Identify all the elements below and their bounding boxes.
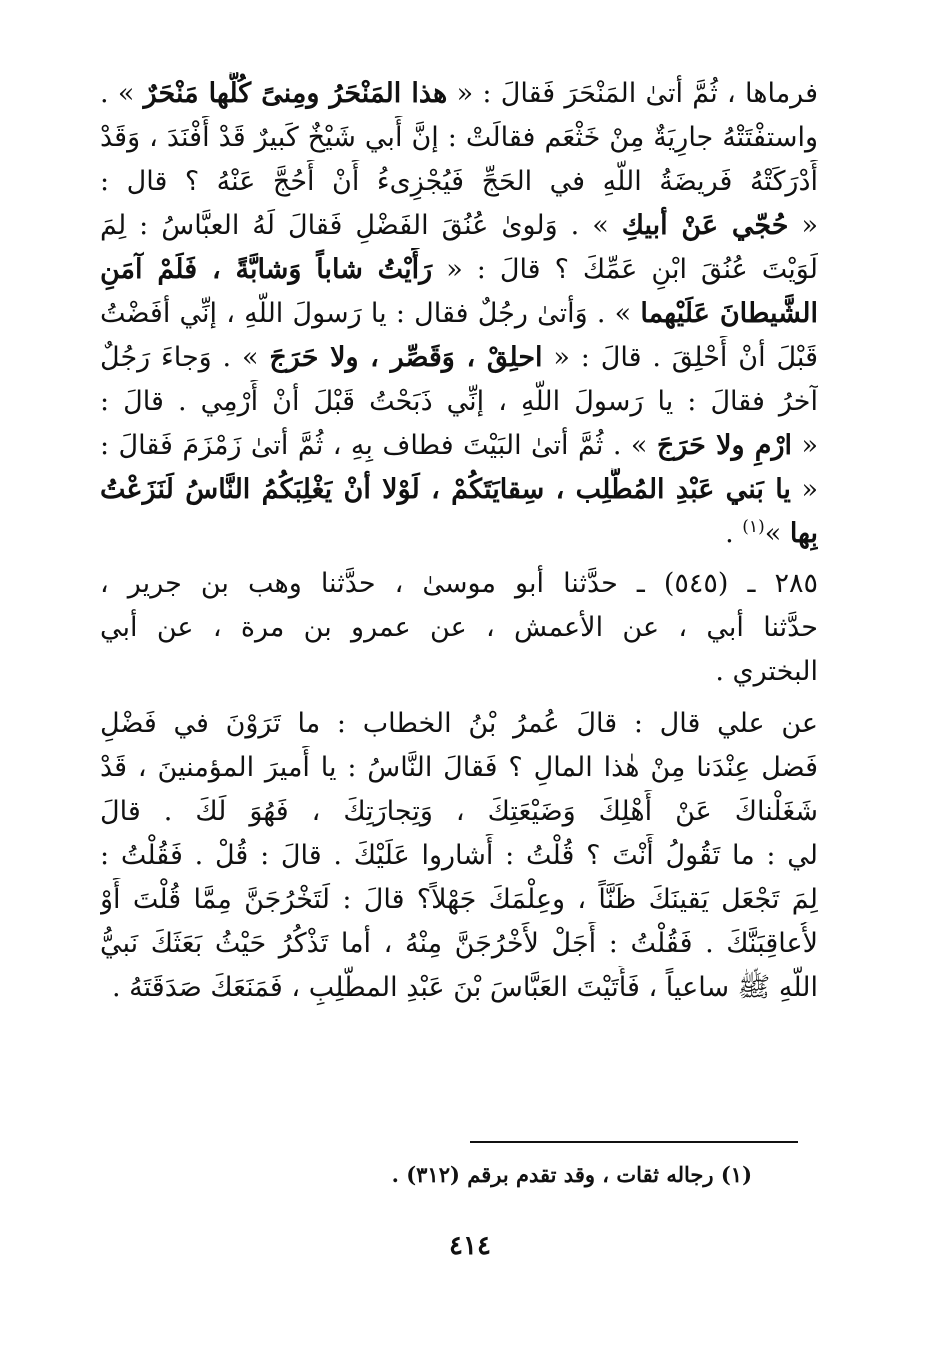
text-line xyxy=(100,790,818,834)
hadith-quote: هذا المَنْحَرُ ومِنىً كُلُّها مَنْحَرٌ xyxy=(143,78,448,109)
text-line xyxy=(100,424,818,468)
footnote-divider xyxy=(470,1141,798,1143)
text-line xyxy=(100,562,818,606)
text-run: » . ثُمَّ أتىٰ البَيْتَ فطاف بِهِ ، ثُمَّ أتىٰ زَمْزَمَ فَقالَ : xyxy=(100,430,657,461)
hadith-quote: الشَّيطانَ عَلَيْهما xyxy=(640,298,818,329)
text-run: » . وَجاءَ رَجُلٌ xyxy=(100,342,270,373)
text-line xyxy=(100,380,818,424)
text-line xyxy=(100,72,818,116)
footnote: (١) رجاله ثقات ، وقد تقدم برقم (٣١٢) . xyxy=(391,1162,752,1187)
text-line xyxy=(100,248,818,292)
text-line xyxy=(100,878,818,922)
text-run: » . وَلوىٰ عُنُقَ الفَضْلِ فَقالَ لَهُ العبَّاسُ : لِمَ xyxy=(100,210,622,241)
text-run: البختري . xyxy=(715,656,818,687)
text-run: ٢٨٥ ـ (٥٤٥) ـ حدَّثنا أبو موسىٰ ، حدَّثنا وهب بن جرير ، xyxy=(100,568,818,599)
hadith-quote: حُجّي عَنْ أبيكِ xyxy=(621,210,789,241)
text-run: . xyxy=(725,518,743,549)
text-run: عن علي قال : قالَ عُمرُ بْنُ الخطاب : ما تَرَوْنَ في فَضْلِ xyxy=(100,708,818,739)
body-text xyxy=(100,72,818,1010)
text-line xyxy=(100,116,818,160)
page-number: ٤١٤ xyxy=(449,1231,491,1261)
text-run: حدَّثنا أبي ، عن الأعمش ، عن عمرو بن مرة ، عن أبي xyxy=(100,612,818,643)
text-run: » . وَأتىٰ رجُلٌ فقال : يا رَسولَ اللّهِ ، إنِّي أفَضْتُ xyxy=(100,298,641,329)
text-run: لَوَيْتَ عُنُقَ ابْنِ عَمِّكَ ؟ قالَ : « xyxy=(432,254,818,285)
text-line xyxy=(100,512,818,556)
text-run: اللّهِ ﷺ ساعياً ، فَأَتَيْتَ العَبَّاسَ بْنَ عَبْدِ المطَّلِبِ ، فَمَنَعَكَ صَدَقَتَهُ . xyxy=(112,972,818,1003)
text-run: لأُعاقِبَنَّكَ . فَقُلْتُ : أَجَلْ لأَخْرُجَنَّ مِنْهُ ، أما تَذْكُرُ حَيْثُ بَعَثَكَ نَبيُّ xyxy=(100,928,818,959)
text-run: » xyxy=(764,518,790,549)
text-run: « xyxy=(790,474,818,505)
text-line xyxy=(100,292,818,336)
text-line xyxy=(100,336,818,380)
text-run: « xyxy=(792,430,818,461)
hadith-quote: احلِقْ ، وَقَصِّر ، ولا حَرَجَ xyxy=(269,342,543,373)
text-line xyxy=(100,702,818,746)
text-line xyxy=(100,746,818,790)
text-line xyxy=(100,834,818,878)
text-run: لي : ما تَقُولُ أَنْتَ ؟ قُلْتُ : أَشاروا عَلَيْكَ . قالَ : قُلْ . فَقُلْتُ : xyxy=(100,840,818,871)
text-line xyxy=(100,160,818,204)
hadith-quote: بِها xyxy=(789,518,818,549)
footnote-marker: (١) xyxy=(742,517,765,537)
text-line xyxy=(100,650,818,694)
text-line xyxy=(100,606,818,650)
text-run: آخرُ فقالَ : يا رَسولَ اللّهِ ، إنِّي ذَبَحْتُ قَبْلَ أنْ أَرْمِي . قالَ : xyxy=(100,386,818,417)
hadith-quote: رَأَيْتُ شاباً وَشابَّةً ، فَلَمْ آمَنِ xyxy=(100,254,433,285)
text-run: شَغَلْناكَ عَنْ أَهْلِكَ وَضَيْعَتِكَ ، وَتِجارَتِكَ ، فَهُوَ لَكَ . قالَ xyxy=(100,796,818,827)
text-run: فَضل عِنْدَنا مِنْ هٰذا المالِ ؟ فَقالَ النَّاسُ : يا أَميرَ المؤمنينَ ، قَدْ xyxy=(100,752,818,783)
hadith-quote: يا بَني عَبْدِ المُطَّلِب ، سِقايَتَكُمْ ، لَوْلا أنْ يَغْلِبَكُمُ النَّاسُ لَنَزَعْتُ xyxy=(100,474,791,505)
text-run: أَدْرَكَتْهُ فَريضَةُ اللّهِ في الحَجِّ فَيُجْزِىءُ أَنْ أَحُجَّ عَنْهُ ؟ قال : xyxy=(100,166,818,197)
text-run: قَبْلَ أنْ أَحْلِقَ . قالَ : « xyxy=(542,342,818,373)
text-run: « xyxy=(788,210,818,241)
text-line xyxy=(100,922,818,966)
text-run: » . xyxy=(100,78,144,109)
text-line xyxy=(100,468,818,512)
text-run: فرماها ، ثُمَّ أتىٰ المَنْحَرَ فَقالَ : « xyxy=(447,78,818,109)
text-line xyxy=(100,966,818,1010)
text-line xyxy=(100,204,818,248)
hadith-quote: ارْمِ ولا حَرَجَ xyxy=(656,430,793,461)
text-run: واستفْتَتْهُ جارِيَةٌ مِنْ خَثْعَم فقالَتْ : إنَّ أَبي شَيْخٌ كَبيرٌ قَدْ أَفْنَدَ ، وَقَدْ xyxy=(100,122,818,153)
text-run: لِمَ تَجْعَل يَقينَكَ ظَنَّاً ، وعِلْمَكَ جَهْلاً؟ قالَ : لَتَخْرُجَنَّ مِمَّا قُلْتَ أَوْ xyxy=(100,884,818,915)
